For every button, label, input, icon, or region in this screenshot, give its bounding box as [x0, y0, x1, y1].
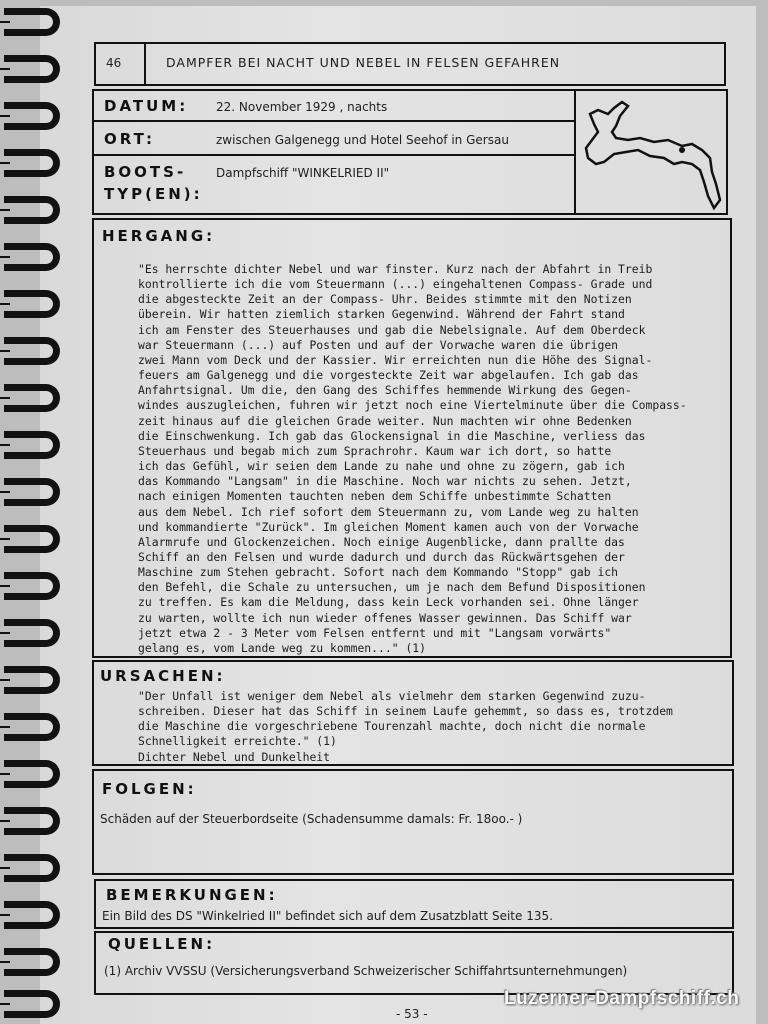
- row-divider: [92, 154, 576, 156]
- ursachen-text: "Der Unfall ist weniger dem Nebel als vielmehr dem starken Gegenwind zuzu- schreiben. Dieser hat das Schiff in seinem Laufe gehemmt, so dass es, trotzdem die Maschine die vorgeschriebene Tourenzahl machte, doch nicht die normale Schnelligkeit erreichte." (1) Dichter Nebel und Dunkelheit: [138, 689, 673, 764]
- ort-value: zwischen Galgenegg und Hotel Seehof in Gersau: [216, 133, 509, 147]
- binding-ring-icon: [4, 901, 60, 929]
- bootstyp-label-2: TYP(EN):: [104, 185, 203, 203]
- ort-label: ORT:: [104, 130, 156, 148]
- ursachen-label: URSACHEN:: [100, 667, 226, 685]
- lake-map-icon: [578, 92, 724, 212]
- bemerkungen-text: Ein Bild des DS "Winkelried II" befindet sich auf dem Zusatzblatt Seite 135.: [102, 909, 553, 923]
- binding-ring-icon: [4, 713, 60, 741]
- binding-ring-icon: [4, 990, 60, 1018]
- binding-ring-icon: [4, 55, 60, 83]
- binding-ring-icon: [4, 243, 60, 271]
- page-number: - 53 -: [396, 1007, 428, 1021]
- entry-number: 46: [106, 56, 122, 70]
- map-divider: [574, 89, 576, 215]
- binding-ring-icon: [4, 948, 60, 976]
- binding-ring-icon: [4, 854, 60, 882]
- spiral-binding: [0, 0, 62, 1024]
- bemerkungen-label: BEMERKUNGEN:: [106, 886, 278, 904]
- bootstyp-label: BOOTS-: [104, 163, 187, 181]
- binding-ring-icon: [4, 337, 60, 365]
- row-divider: [92, 120, 576, 122]
- document-title: DAMPFER BEI NACHT UND NEBEL IN FELSEN GEFAHREN: [166, 55, 561, 70]
- datum-value: 22. November 1929 , nachts: [216, 100, 388, 114]
- binding-ring-icon: [4, 666, 60, 694]
- binding-ring-icon: [4, 525, 60, 553]
- hergang-text: "Es herrschte dichter Nebel und war finster. Kurz nach der Abfahrt in Treib kontrollierte ich die vom Steuermann (...) eingehaltenen Compass- Grade und die abgesteckte Zeit an der Compass- Uhr. Beides stimmte mit den Notizen überein. Wir hatten ziemlich starken Gegenwind. Während der Fahrt stand ich am Fenster des Steuerhauses und gab die Nebelsignale. Auf dem Oberdeck war Steuermann (...) auf Posten und auf der Vorwache waren die übrigen zwei Mann vom Deck und der Kassier. Wir erreichten nun die Höhe des Signal- feuers am Galgenegg und die vorgesteckte Zeit war abgelaufen. Ich gab das Anfahrtsignal. Um die, den Gang des Schiffes hemmende Wirkung des Gegen- windes auszugleichen, fuhren wir jetzt noch eine Viertelminute über die Compass- zeit hinaus auf die gleichen Grade weiter. Nun machten wir ohne Bedenken die Einschwenkung. Ich gab das Glockensignal in die Maschine, verliess das Steuerhaus und begab mich zum Sprachrohr. Kaum war ich dort, so hatte ich das Gefühl, wir seien dem Lande zu nahe und ohne zu zögern, gab ich das Kommando "Langsam" in die Maschine. Noch war nichts zu sehen. Jetzt, nach einigen Momenten tauchten neben dem Schiffe unbestimmte Schatten aus dem Nebel. Ich rief sofort dem Steuermann zu, vom Lande weg zu halten und kommandierte "Zurück". Im gleichen Moment kamen auch von der Vorwache Alarmrufe und Glockenzeichen. Noch einige Augenblicke, dann prallte das Schiff an den Felsen und wurde dadurch und durch das Rückwärtsgehen der Maschine zum Stehen gebracht. Sofort nach dem Kommando "Stopp" gab ich den Befehl, die Schale zu untersuchen, um je nach dem Befund Dispositionen zu treffen. Es kam die Meldung, dass kein Leck vorhanden sei. Ohne länger zu warten, wollte ich nun wieder offenes Wasser gewinnen. Das Schiff war jetzt etwa 2 - 3 Meter vom Felsen entfernt und mit "Langsam vorwärts" gelang es, vom Lande weg zu kommen..." (1): [138, 262, 687, 655]
- binding-ring-icon: [4, 384, 60, 412]
- binding-ring-icon: [4, 572, 60, 600]
- binding-ring-icon: [4, 102, 60, 130]
- binding-ring-icon: [4, 149, 60, 177]
- binding-ring-icon: [4, 619, 60, 647]
- quellen-label: QUELLEN:: [108, 935, 216, 953]
- bootstyp-value: Dampfschiff "WINKELRIED II": [216, 166, 390, 180]
- binding-ring-icon: [4, 8, 60, 36]
- binding-ring-icon: [4, 290, 60, 318]
- quellen-text: (1) Archiv VVSSU (Versicherungsverband Schweizerischer Schiffahrtsunternehmungen): [104, 964, 628, 978]
- binding-ring-icon: [4, 760, 60, 788]
- binding-ring-icon: [4, 807, 60, 835]
- binding-ring-icon: [4, 431, 60, 459]
- binding-ring-icon: [4, 196, 60, 224]
- datum-label: DATUM:: [104, 97, 189, 115]
- hergang-label: HERGANG:: [102, 227, 216, 245]
- watermark: Luzerner-Dampfschiff.ch: [504, 988, 740, 1009]
- binding-ring-icon: [4, 478, 60, 506]
- folgen-label: FOLGEN:: [102, 780, 197, 798]
- folgen-text: Schäden auf der Steuerbordseite (Schadensumme damals: Fr. 18oo.- ): [100, 812, 523, 826]
- header-divider: [144, 42, 146, 86]
